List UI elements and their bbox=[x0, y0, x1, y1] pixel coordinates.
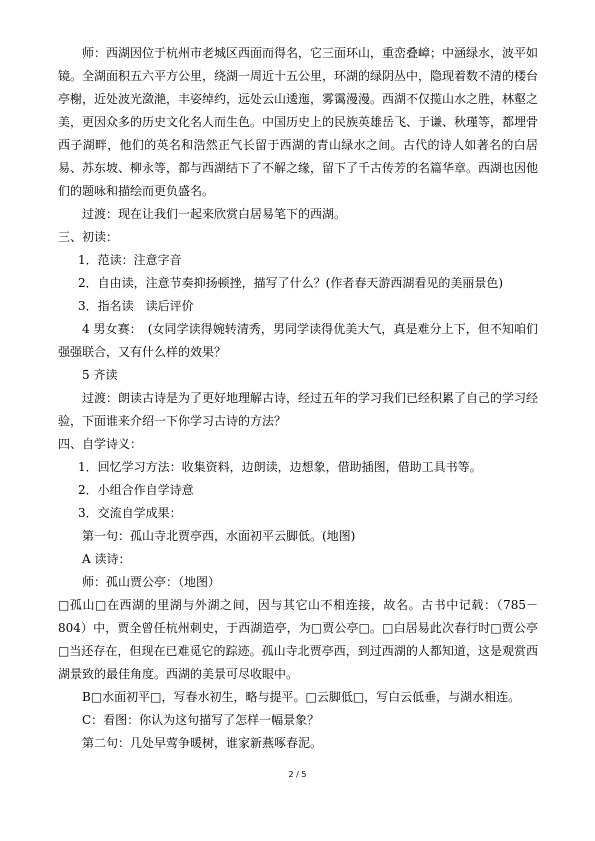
page-number: 2 / 5 bbox=[288, 770, 307, 779]
list-item: 1．范读：注意字音 bbox=[78, 253, 182, 267]
list-item: 2．小组合作自学诗意 bbox=[78, 483, 194, 497]
list-item: 4 男女赛： (女同学读得婉转清秀，男同学读得优美大气，真是难分上下，但不知咱们强强联合，又有什么样的效果？ bbox=[58, 322, 538, 359]
intro-paragraph: 师：西湖因位于杭州市老城区西面而得名，它三面环山，重峦叠嶂；中涵绿水，波平如镜。全湖面积五六平方公里，绕湖一周近十五公里，环湖的绿阴丛中，隐现着数不清的楼台亭榭，近处波光潋滟，丰姿绰约，远处云山逶迤，雾霭漫漫。西湖不仅揽山水之胜，林壑之美，更因众多的历史文化名人而生色。中国历史上的民族英雄岳飞、于谦、秋瑾等，都埋骨西子湖畔，他们的英名和浩然正气长留于西湖的青山绿水之间。古代的诗人如著名的白居易、苏东坡、柳永等，都与西湖结下了不解之缘，留下了千古传芳的名篇华章。西湖也因他们的题咏和描绘而更负盛名。 bbox=[58, 46, 539, 198]
list-item: 3．指名读 读后评价 bbox=[78, 299, 194, 313]
step-label: A 读诗： bbox=[82, 552, 131, 566]
section-heading-self-study: 四、自学诗义： bbox=[58, 437, 143, 451]
list-item: 2．自由读，注意节奏抑扬顿挫，描写了什么？(作者春天游西湖看见的美丽景色) bbox=[78, 276, 504, 290]
teacher-line: 师：孤山贾公亭：（地图） bbox=[82, 575, 221, 589]
transition-paragraph: 过渡：现在让我们一起来欣赏白居易笔下的西湖。 bbox=[82, 207, 347, 221]
step-b-paragraph: B□水面初平□，写春水初生，略与提平。□云脚低□，写白云低垂，与湖水相连。 bbox=[82, 690, 521, 704]
list-item: 1．回忆学习方法：收集资料，边朗读，边想象，借助插图，借助工具书等。 bbox=[78, 460, 482, 474]
verse-line-one: 第一句：孤山寺北贾亭西，水面初平云脚低。(地图) bbox=[82, 529, 356, 543]
transition-paragraph: 过渡：朗读古诗是为了更好地理解古诗，经过五年的学习我们已经积累了自己的学习经验，下面谁来介绍一下你学习古诗的方法？ bbox=[58, 391, 539, 428]
gushan-paragraph: □孤山□在西湖的里湖与外湖之间，因与其它山不相连接，故名。古书中记载：（785－804）中，贾全曾任杭州刺史，于西湖造亭，为□贾公亭□。□白居易此次春行时□贾公亭□当还存在，但现在已难觅它的踪迹。孤山寺北贾亭西，到过西湖的人都知道，这是观赏西湖景致的最佳角度。西湖的美景可尽收眼中。 bbox=[58, 598, 538, 681]
list-item: 5 齐读 bbox=[82, 368, 118, 382]
verse-line-two: 第二句：几处早莺争暖树，谁家新燕啄春泥。 bbox=[82, 736, 323, 750]
list-item: 3．交流自学成果： bbox=[78, 506, 182, 520]
step-c-paragraph: C：看图：你认为这句描写了怎样一幅景象？ bbox=[82, 713, 320, 727]
section-heading-first-reading: 三、初读： bbox=[58, 230, 119, 244]
page-content bbox=[58, 42, 538, 755]
